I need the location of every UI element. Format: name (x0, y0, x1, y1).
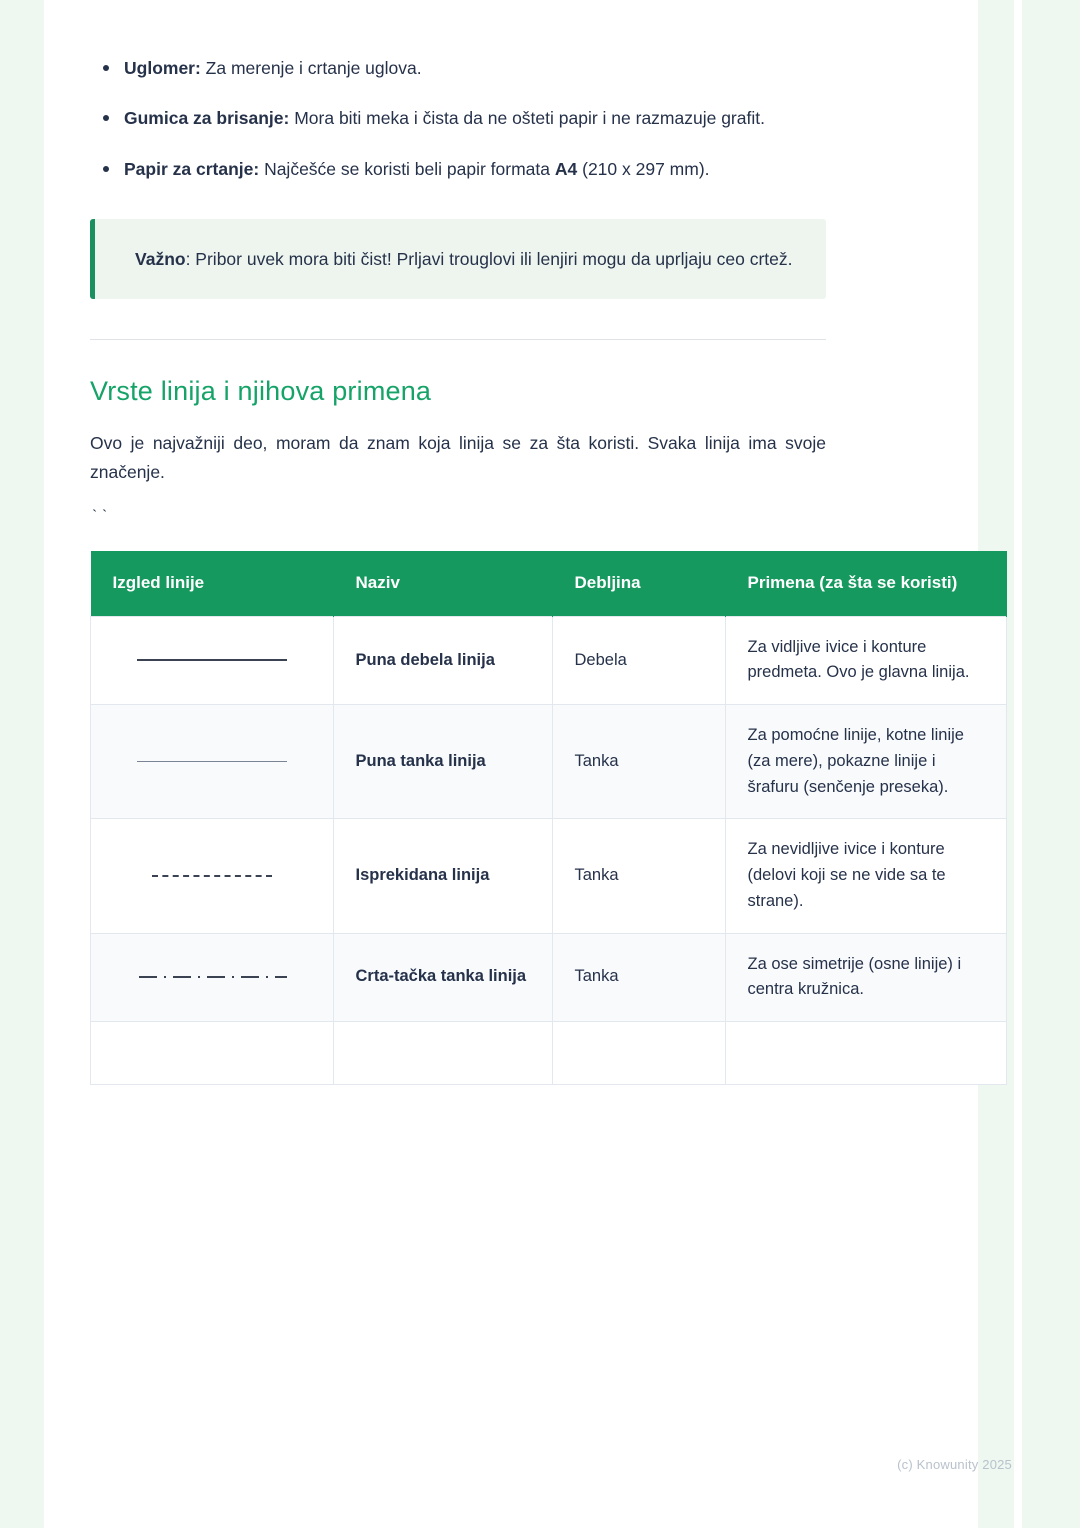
table-cell-thickness: Tanka (552, 705, 725, 819)
table-cell-name: Puna debela linija (333, 616, 552, 704)
table-cell-use: Za pomoćne linije, kotne linije (za mere), pokazne linije i šrafuru (senčenje preseka). (725, 705, 1006, 819)
table-row (91, 819, 1007, 933)
table-row (91, 705, 1007, 819)
table-header-cell: Primena (za šta se koristi) (725, 551, 1006, 616)
page-edge-left (0, 0, 44, 1528)
table-cell-thickness: Tanka (552, 819, 725, 933)
callout-label: Važno (135, 249, 186, 270)
list-item (90, 104, 826, 132)
table-cell-use: Za ose simetrije (osne linije) i centra kružnica. (725, 933, 1006, 1021)
callout-text: : Pribor uvek mora biti čist! Prljavi trouglovi ili lenjiri mogu da uprljaju ceo crtež. (185, 249, 793, 270)
table-cell-empty (333, 1022, 552, 1085)
section-divider (90, 339, 826, 340)
list-item-term: Papir za crtanje: (124, 158, 260, 179)
table-header-cell: Debljina (552, 551, 725, 616)
dash-dot-line-icon (91, 933, 334, 1021)
page-edge-right-gap (1014, 0, 1022, 1528)
list-item-text: Mora biti meka i čista da ne ošteti papir i ne razmazuje grafit. (289, 108, 765, 129)
table-cell-name: Crta-tačka tanka linija (333, 933, 552, 1021)
list-item-term: Uglomer: (124, 58, 201, 78)
table-cell-name: Isprekidana linija (333, 819, 552, 933)
code-fence-marker: `` (90, 508, 111, 526)
list-item-highlight: A4 (554, 158, 578, 179)
table-cell-thickness: Tanka (552, 933, 725, 1021)
important-callout (90, 219, 826, 299)
dashed-line-icon (91, 819, 334, 933)
table-row (91, 933, 1007, 1021)
solid-thin-line-icon (91, 705, 334, 819)
table-cell-thickness: Debela (552, 616, 725, 704)
table-cell-use: Za nevidljive ivice i konture (delovi koji se ne vide sa te strane). (725, 819, 1006, 933)
table-cell-empty (725, 1022, 1006, 1085)
table-cell-use: Za vidljive ivice i konture predmeta. Ovo je glavna linija. (725, 616, 1006, 704)
equipment-list (90, 54, 826, 183)
list-item (90, 54, 826, 82)
solid-thick-line-icon (91, 616, 334, 704)
table-cell-empty (552, 1022, 725, 1085)
table-header-cell: Izgled linije (91, 551, 334, 616)
page-title: Vrste linija i njihova primena (90, 376, 432, 407)
line-types-table (90, 551, 1007, 1085)
watermark: (c) Knowunity 2025 (897, 1457, 1012, 1472)
table-cell-name: Puna tanka linija (333, 705, 552, 819)
list-item (90, 155, 826, 183)
section-intro: Ovo je najvažniji deo, moram da znam koja linija se za šta koristi. Svaka linija ima svoje značenje. (90, 433, 826, 482)
list-item-text: Najčešće se koristi beli papir formata (259, 158, 555, 179)
table-row (91, 616, 1007, 704)
list-item-text-2: (210 x 297 mm). (577, 158, 710, 179)
list-item-term: Gumica za brisanje: (124, 108, 290, 129)
table-cell-empty (91, 1022, 334, 1085)
table-header-cell: Naziv (333, 551, 552, 616)
list-item-text: Za merenje i crtanje uglova. (200, 58, 422, 78)
table-header-row (91, 551, 1007, 616)
table-row-partial (91, 1022, 1007, 1085)
